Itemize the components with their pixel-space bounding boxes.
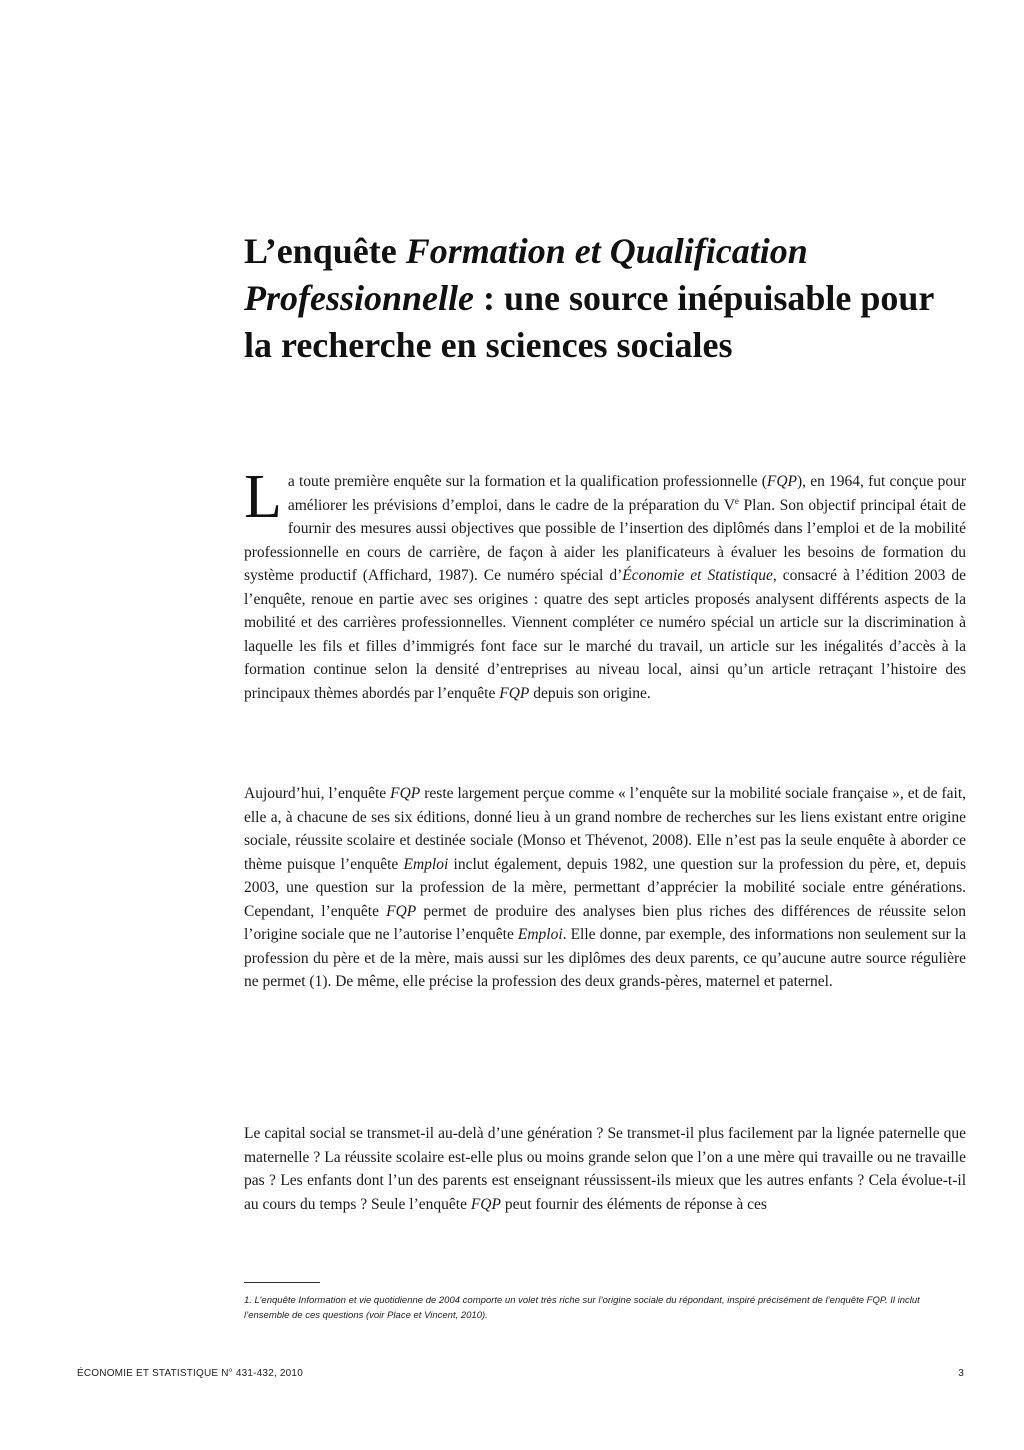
title-part-1: L’enquête (244, 231, 406, 271)
p2-text-3: inclut également, depuis 1982, une question sur la profession du père, et, depuis 2003, une question sur la profession de la mère, permettant d’apprécier la mobilité sociale entre générations. Cependant, l’enquête (244, 855, 966, 920)
p2-text-5: . Elle donne, par exemple, des informations non seulement sur la profession du père et de la mère, mais aussi sur les diplômes des deux parents, ce qu’aucune autre source régulière ne permet (1). De même, elle précise la profession des deux grands-pères, maternel et paternel. (244, 926, 966, 990)
p3-text-1: Le capital social se transmet-il au-delà d’une génération ? Se transmet-il plus facilement par la lignée paternelle que maternelle ? La réussite scolaire est-elle plus ou moins grande selon que l’on a une mère qui travaille ou ne travaille pas ? Les enfants dont l’un des parents est enseignant réussissent-ils mieux que les autres enfants ? Cela évolue-t-il au cours du temps ? Seule l’enquête (244, 1125, 966, 1213)
p1-text-5: depuis son origine. (529, 684, 651, 702)
p2-italic-4: Emploi (517, 926, 563, 943)
drop-cap: L (244, 463, 282, 531)
p1-italic-3: FQP (499, 684, 530, 702)
p1-text-1: a toute première enquête sur la formation et la qualification professionnelle ( (287, 473, 767, 490)
p2-italic-3: FQP (386, 902, 417, 920)
p2-italic-2: Emploi (403, 855, 449, 873)
title-part-2: : une source inépuisable pour la recherche en sciences sociales (244, 278, 934, 365)
page-number: 3 (958, 1368, 964, 1379)
footnote-divider (244, 1282, 320, 1283)
p1-text-3: Plan. Son objectif principal était de fournir des mesures aussi objectives que possible de l’insertion des diplômés dans l’emploi et de la mobilité professionnelle en cours de carrière, de façon à aider les planificateurs à évaluer les besoins de formation du système productif (Affichard, 1987). Ce numéro spécial d’ (244, 496, 966, 584)
paragraph-intro (244, 463, 966, 705)
journal-footer: ÉCONOMIE ET STATISTIQUE N° 431-432, 2010 (77, 1368, 303, 1379)
p1-superscript: e (734, 495, 739, 506)
p2-text-4: permet de produire des analyses bien plus riches des différences de réussite selon l’origine sociale que ne l’autorise l’enquête (244, 902, 966, 943)
paragraph-2 (244, 782, 966, 994)
p3-text-2: peut fournir des éléments de réponse à ces (500, 1195, 767, 1213)
p1-italic-2: Économie et Statistique (622, 567, 773, 584)
p2-text-1: Aujourd’hui, l’enquête (244, 785, 391, 802)
article-title (244, 228, 964, 369)
p2-text-2: reste largement perçue comme « l’enquête sur la mobilité sociale française », et de fait, elle a, à chacune de ses six éditions, donné lieu à un grand nombre de recherches sur les liens existant entre origine sociale, réussite scolaire et destinée sociale (Monso et Thévenot, 2008). Elle n’est pas la seule enquête à aborder ce thème puisque l’enquête (244, 785, 967, 873)
p2-italic-1: FQP (390, 785, 421, 802)
p1-text-4: , consacré à l’édition 2003 de l’enquête, renoue en partie avec ses origines : quatre des sept articles proposés analysent différents aspects de la mobilité et des carrières professionnelles. Viennent compléter ce numéro spécial un article sur la discrimination à laquelle les fils et filles d’immigrés font face sur le marché du travail, un article sur les inégalités d’accès à la formation continue selon la densité d’entreprises au niveau local, ainsi qu’un article retraçant l’histoire des principaux thèmes abordés par l’enquête (244, 567, 966, 702)
p3-italic-1: FQP (470, 1195, 501, 1213)
p1-italic-1: FQP (766, 473, 798, 490)
footnote: 1. L’enquête Information et vie quotidienne de 2004 comporte un volet très riche sur l’origine sociale du répondant, inspiré précisément de l’enquête FQP. Il inclut l’ensemble de ces questions (voir Place et Vincent, 2010). (244, 1295, 920, 1321)
p1-text-2: ), en 1964, fut conçue pour améliorer les prévisions d’emploi, dans le cadre de la préparation du V (287, 473, 966, 514)
paragraph-3 (244, 1122, 966, 1216)
title-italic-survey-name: Formation et Qualification Professionnelle (244, 231, 808, 318)
